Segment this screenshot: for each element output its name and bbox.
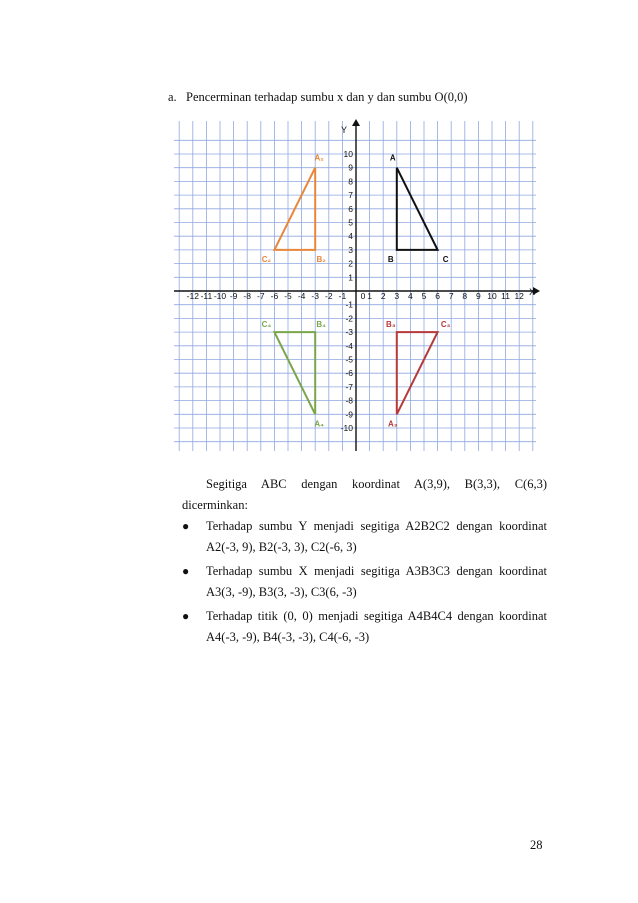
y-tick-label: -3 bbox=[345, 327, 353, 338]
y-tick-label: 10 bbox=[343, 149, 353, 159]
y-tick-label: 4 bbox=[348, 231, 353, 242]
y-tick-label: -4 bbox=[345, 340, 353, 351]
x-tick-label: 11 bbox=[501, 291, 511, 301]
y-axis-label: Y bbox=[340, 125, 348, 135]
x-tick-label: -1 bbox=[338, 291, 347, 301]
x-tick-label: -10 bbox=[213, 291, 227, 301]
y-tick-label: 2 bbox=[348, 258, 353, 269]
page-number: 28 bbox=[530, 838, 543, 852]
vertex-label: B₄ bbox=[316, 320, 326, 330]
vertex-label: C₄ bbox=[261, 320, 272, 330]
y-tick-label: -2 bbox=[345, 313, 353, 324]
x-tick-label: -8 bbox=[243, 291, 251, 301]
list-item-line-1: Terhadap sumbu X menjadi segitiga A3B3C3 dengan koordinat bbox=[206, 564, 547, 578]
list-item-line-2: A3(3, -9), B3(3, -3), C3(6, -3) bbox=[206, 585, 357, 599]
vertex-label: C bbox=[442, 254, 449, 264]
x-tick-label: 9 bbox=[476, 291, 481, 301]
x-tick-label: -4 bbox=[297, 291, 306, 301]
x-tick-label: 8 bbox=[462, 291, 468, 301]
vertex-label: A₄ bbox=[314, 419, 324, 429]
list-item-line-1: Terhadap titik (0, 0) menjadi segitiga A4B4C4 dengan koordinat bbox=[206, 609, 547, 623]
vertex-label: B bbox=[387, 254, 394, 264]
y-tick-label: -8 bbox=[345, 395, 353, 406]
y-tick-label: -7 bbox=[345, 381, 353, 392]
vertex-label: B₂ bbox=[316, 254, 326, 264]
y-axis-arrow-icon bbox=[352, 119, 360, 126]
vertex-label: A₃ bbox=[388, 419, 398, 429]
y-tick-label: -10 bbox=[340, 423, 353, 433]
x-tick-label: 10 bbox=[487, 291, 497, 301]
vertex-label: C₂ bbox=[261, 254, 272, 264]
y-tick-label: 5 bbox=[348, 217, 353, 228]
y-tick-label: 7 bbox=[348, 190, 353, 201]
x-tick-label: 7 bbox=[448, 291, 454, 301]
x-tick-label: 3 bbox=[394, 291, 400, 301]
list-item bbox=[182, 561, 547, 603]
x-tick-label: 0 bbox=[360, 291, 366, 301]
y-tick-label: -9 bbox=[345, 409, 353, 420]
paragraph-line-2: dicerminkan: bbox=[182, 498, 248, 512]
x-tick-label: 4 bbox=[408, 291, 413, 301]
vertex-label: A₂ bbox=[314, 153, 324, 163]
section-heading bbox=[168, 90, 468, 105]
y-tick-label: -5 bbox=[345, 354, 353, 365]
vertex-label: C₃ bbox=[440, 320, 451, 330]
paragraph-line-1: Segitiga ABC dengan koordinat A(3,9), B(3,3), C(6,3) bbox=[206, 477, 547, 491]
bullet-icon: ● bbox=[182, 564, 190, 578]
x-tick-label: -2 bbox=[325, 291, 333, 301]
graph-grid bbox=[174, 121, 536, 451]
y-tick-label: 6 bbox=[348, 203, 353, 214]
x-tick-label: -9 bbox=[229, 291, 238, 301]
x-tick-label: -11 bbox=[200, 291, 213, 301]
x-tick-label: -3 bbox=[311, 291, 319, 301]
y-tick-label: 9 bbox=[348, 162, 353, 173]
bullet-icon: ● bbox=[182, 519, 190, 533]
x-tick-label: -6 bbox=[270, 291, 279, 301]
vertex-label: A bbox=[389, 153, 396, 163]
y-tick-label: 8 bbox=[348, 176, 353, 187]
section-label: a. bbox=[168, 90, 177, 104]
list-item-line-1: Terhadap sumbu Y menjadi segitiga A2B2C2 dengan koordinat bbox=[206, 519, 547, 533]
x-tick-label: 5 bbox=[421, 291, 427, 301]
coordinate-graph bbox=[170, 117, 544, 455]
x-tick-label: -7 bbox=[257, 291, 265, 301]
x-tick-label: -5 bbox=[284, 291, 292, 301]
y-tick-label: -6 bbox=[345, 368, 353, 379]
x-tick-label: 1 bbox=[367, 291, 372, 301]
x-tick-label: 2 bbox=[380, 291, 386, 301]
y-tick-label: 1 bbox=[348, 272, 353, 283]
list-item bbox=[182, 606, 547, 648]
x-tick-label: 12 bbox=[514, 291, 524, 301]
x-axis-label: X bbox=[529, 287, 536, 297]
x-tick-label: -12 bbox=[186, 291, 199, 301]
list-item-line-2: A4(-3, -9), B4(-3, -3), C4(-6, -3) bbox=[206, 630, 370, 644]
reflection-list bbox=[182, 516, 547, 651]
list-item bbox=[182, 516, 547, 558]
y-tick-label: 3 bbox=[348, 244, 353, 255]
bullet-icon: ● bbox=[182, 609, 190, 623]
x-tick-label: 6 bbox=[435, 291, 440, 301]
vertex-label: B₃ bbox=[386, 320, 396, 330]
graph-axes bbox=[174, 119, 540, 451]
list-item-line-2: A2(-3, 9), B2(-3, 3), C2(-6, 3) bbox=[206, 540, 357, 554]
section-title: Pencerminan terhadap sumbu x dan y dan sumbu O(0,0) bbox=[186, 90, 468, 104]
y-tick-label: -1 bbox=[345, 299, 353, 310]
